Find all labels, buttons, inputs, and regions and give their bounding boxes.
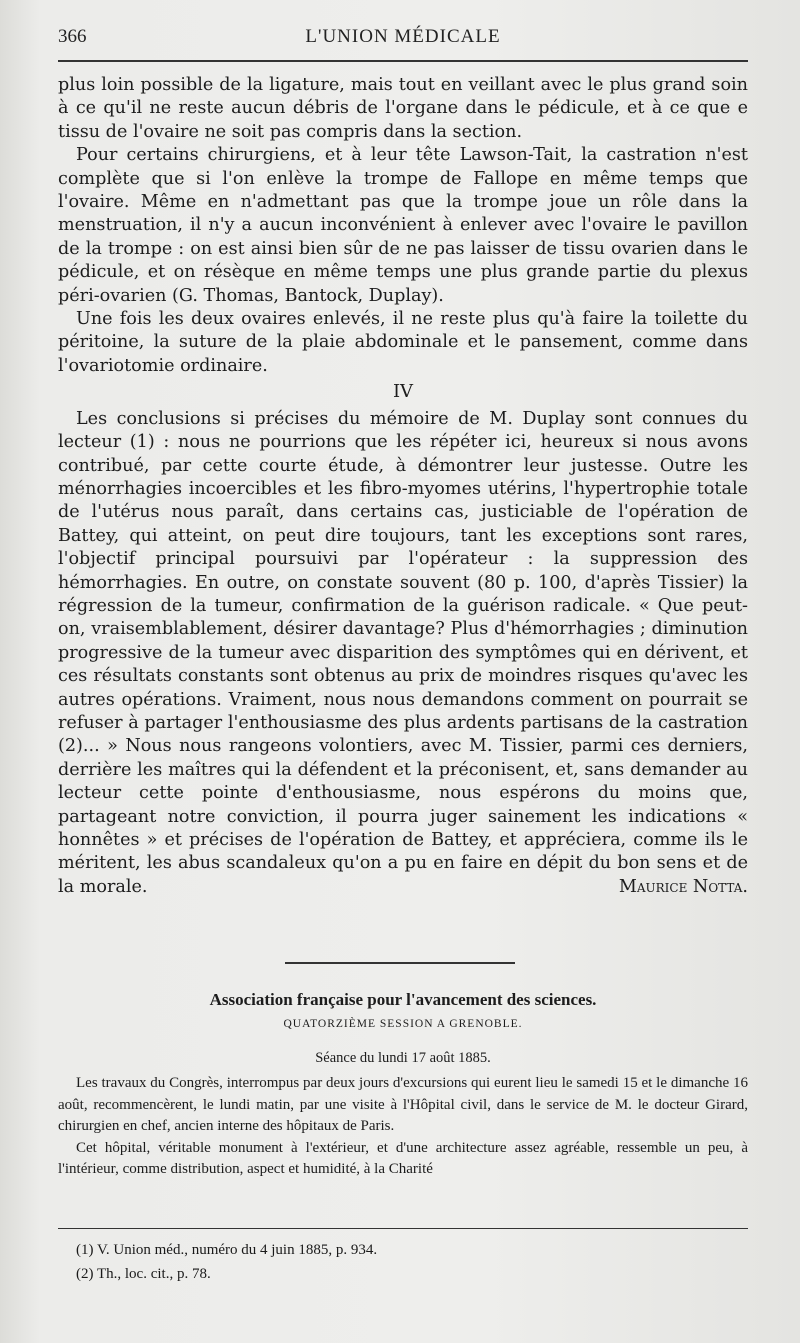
section-number: IV (392, 381, 414, 403)
association-title: Association française pour l'avancement des sciences. (209, 990, 597, 1009)
conclusion-text: Les conclusions si précises du mémoire de M. Duplay sont connues du lecteur (1) : nous ne pourrions que les répéter ici, heureux si nous avons contribué, par cette courte étude, à démontrer leur justesse. Outre les ménorrhagies incoercibles et les fibro-myomes utérins, l'hypertrophie totale de l'utérus nous paraît, dans certains cas, justiciable de l'opération de Battey, qui atteint, on peut dire toujours, tant les exceptions sont rares, l'objectif principal poursuivi par l'opérateur : la suppression des hémorrhagies. En outre, on constate souvent (80 p. 100, d'après Tissier) la régression de la tumeur, confirmation de la guérison radicale. « Que peut-on, vraisemblablement, désirer davantage? Plus d'hémorrhagies ; diminution progressive de la tumeur avec disparition des symptômes qui en dérivent, et ces résultats constants sont obtenus au prix de moindres risques qu'avec les autres opérations. Vraiment, nous nous demandons comment on pourrait se refuser à partager l'enthousiasme des plus ardents partisans de la castration (2)... » Nous nous rangeons volontiers, avec M. Tissier, parmi ces derniers, derrière les maîtres qui la défendent et la préconisent, et, sans demander au lecteur cette pointe d'enthousiasme, nous espérons du moins que, partageant notre conviction, il pourra juger sainement les indications « honnêtes » et précises de l'opération de Battey, et appréciera, comme ils le méritent, les abus scandaleux qu'on a pu en faire en dépit du bon sens et de la morale. (58, 408, 748, 897)
session-heading: QUATORZIÈME SESSION A GRENOBLE. (283, 1018, 523, 1030)
section-separator (285, 962, 515, 964)
seance-date: Séance du lundi 17 août 1885. (315, 1050, 491, 1066)
footnote: (2) Th., loc. cit., p. 78. (76, 1266, 211, 1282)
paragraph: Pour certains chirurgiens, et à leur tête Lawson-Tait, la castration n'est complète que si l'on enlève la trompe de Fallope en même temps que l'ovaire. Même en n'admettant pas que la trompe joue un rôle dans la menstruation, il n'y a aucun inconvénient à enlever avec l'ovaire le pavillon de la trompe : on est ainsi bien sûr de ne pas laisser de tissu ovarien dans le pédicule, et on résèque en même temps une plus grande partie du plexus péri-ovarien (G. Thomas, Bantock, Duplay). (58, 145, 748, 306)
footnote-rule (58, 1228, 748, 1229)
paragraph: Les travaux du Congrès, interrompus par deux jours d'excursions qui eurent lieu le samedi 15 et le dimanche 16 août, recommencèrent, le lundi matin, par une visite à l'Hôpital civil, dans le service de M. le docteur Girard, chirurgien en chef, ancien interne des hôpitaux de Paris. (58, 1075, 748, 1134)
footnotes (76, 1238, 748, 1286)
paragraph: Une fois les deux ovaires enlevés, il ne reste plus qu'à faire la toilette du péritoine, la suture de la plaie abdominale et le pansement, comme dans l'ovariotomie ordinaire. (58, 309, 748, 376)
association-body (58, 1073, 748, 1181)
association-section (58, 990, 748, 1181)
signature: Maurice Notta. (618, 876, 748, 897)
page-header (58, 26, 748, 56)
journal-title: L'UNION MÉDICALE (305, 26, 501, 47)
paragraph: plus loin possible de la ligature, mais tout en veillant avec le plus grand soin à ce qu'il ne reste aucun débris de l'organe dans le pédicule, et à ce que e tissu de l'ovaire ne soit pas compris dans la section. (58, 75, 748, 142)
footnote: (1) V. Union méd., numéro du 4 juin 1885, p. 934. (76, 1242, 378, 1258)
paragraph: Cet hôpital, véritable monument à l'extérieur, et d'une architecture assez agréable, ressemble un peu, à l'intérieur, comme distribution, aspect et humidité, à la Charité (58, 1139, 748, 1177)
conclusion-paragraph (58, 408, 748, 900)
article-body (58, 74, 748, 899)
page-number: 366 (58, 26, 87, 47)
header-rule (58, 60, 748, 62)
